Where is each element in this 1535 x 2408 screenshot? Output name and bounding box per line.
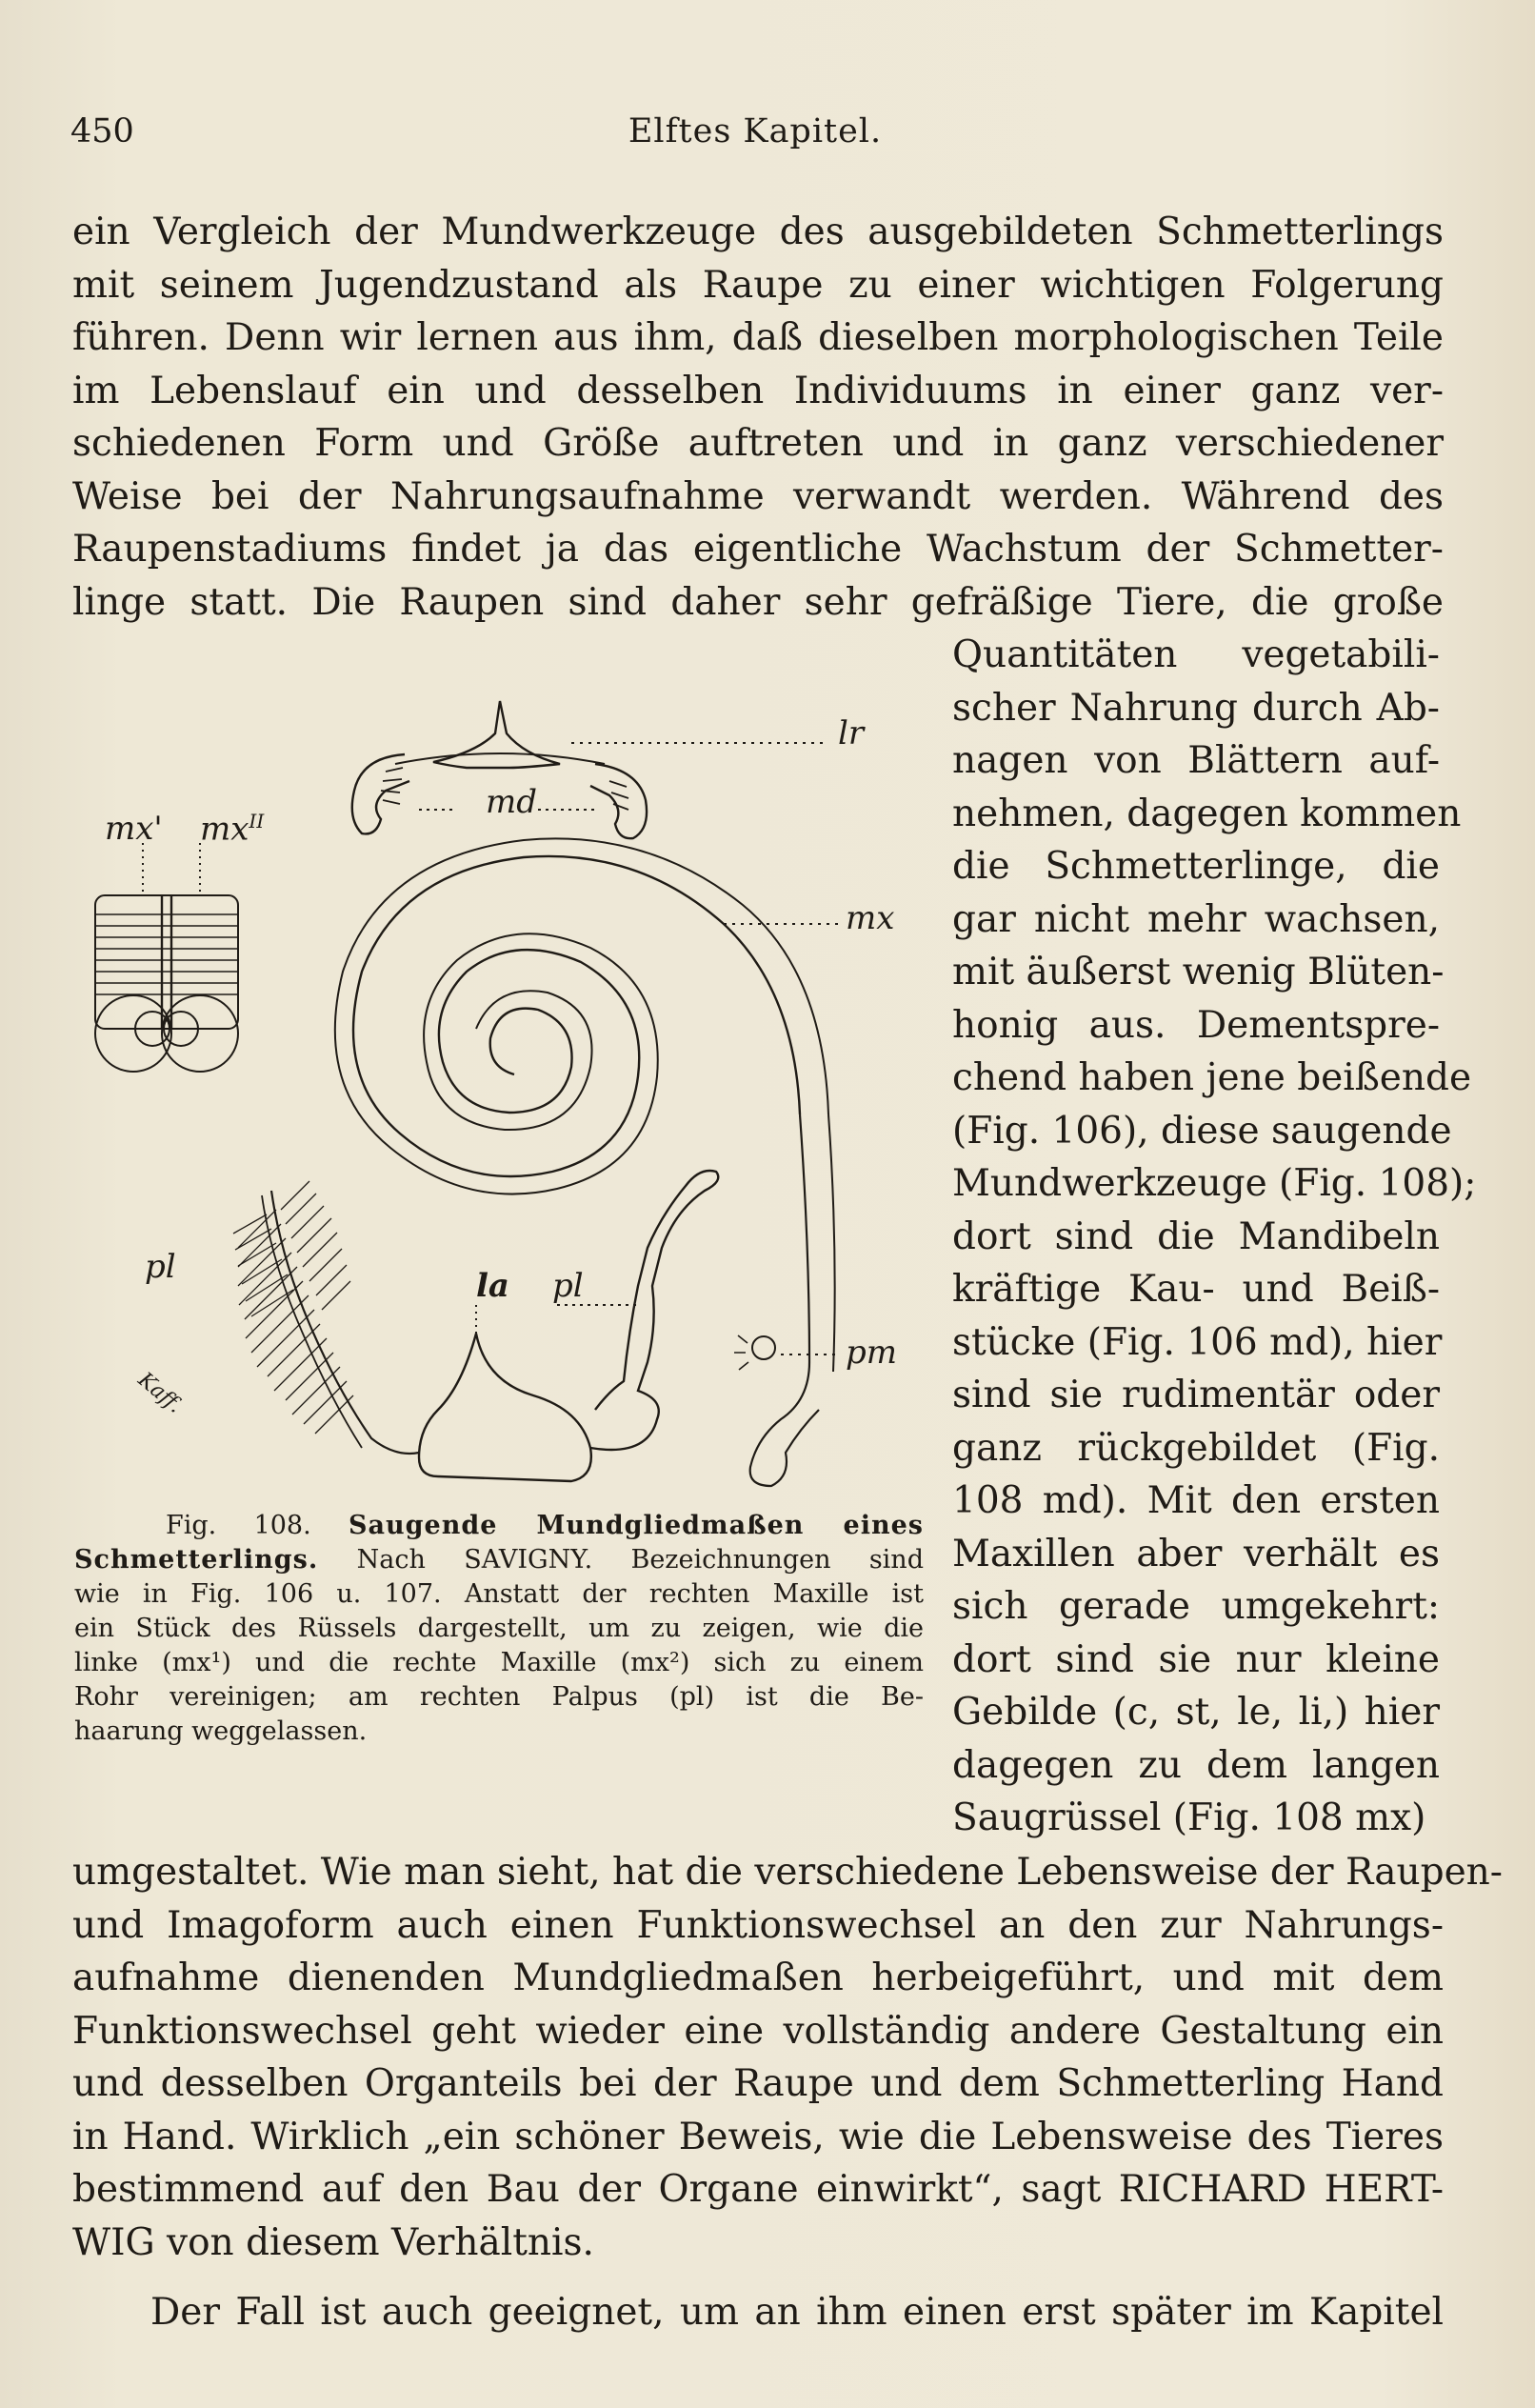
text-line: WIG von diesem Verhältnis. xyxy=(72,2220,594,2264)
text-line: Der Fall ist auch geeignet, um an ihm einen erst später im Kapitel xyxy=(150,2291,1444,2334)
figure-108 xyxy=(76,676,933,1515)
running-head: Elftes Kapitel. xyxy=(628,112,883,150)
text-line: und desselben Organteils bei der Raupe und dem Schmetterling Hand xyxy=(72,2062,1444,2105)
text-line: (Fig. 106), diese saugende xyxy=(952,1109,1452,1153)
paragraph-4 xyxy=(72,2286,1444,2339)
text-line: Weise bei der Nahrungsaufnahme verwandt werden. Während des xyxy=(72,474,1444,518)
side-column-text xyxy=(952,629,1477,1845)
text-line: 108 md). Mit den ersten xyxy=(952,1479,1440,1522)
text-line: aufnahme dienenden Mundgliedmaßen herbeigeführt, und mit dem xyxy=(72,1956,1444,1999)
text-line: die Schmetterlinge, die xyxy=(952,845,1440,888)
text-line: und Imagoform auch einen Funktionswechsel an den zur Nahrungs- xyxy=(72,1903,1444,1947)
text-line: in Hand. Wirklich „ein schöner Beweis, wie die Lebensweise des Tieres xyxy=(72,2115,1444,2158)
caption-line: ein Stück des Rüssels dargestellt, um zu zeigen, wie die xyxy=(74,1614,924,1643)
text-line: schiedenen Form und Größe auftreten und in ganz verschiedener xyxy=(72,422,1444,465)
caption-title-2: Schmetterlings. xyxy=(74,1545,319,1575)
label-pm: pm xyxy=(846,1334,898,1372)
text-line: Mundwerkzeuge (Fig. 108); xyxy=(952,1162,1477,1205)
label-mx2-text: mx xyxy=(200,810,249,849)
text-line: nagen von Blättern auf- xyxy=(952,739,1440,782)
text-line: führen. Denn wir lernen aus ihm, daß dieselben morphologischen Teile xyxy=(72,316,1444,359)
caption-line: linke (mx¹) und die rechte Maxille (mx²) sich zu einem xyxy=(74,1648,924,1677)
caption-line xyxy=(74,1509,924,1543)
caption-text: Nach SAVIGNY. Bezeichnungen sind xyxy=(356,1545,924,1575)
label-mx1: mx' xyxy=(105,810,163,848)
text-line: gar nicht mehr wachsen, xyxy=(952,897,1440,941)
text-line: kräftige Kau- und Beiß- xyxy=(952,1268,1440,1311)
label-mx2 xyxy=(200,810,264,848)
text-line: dort sind die Mandibeln xyxy=(952,1214,1440,1258)
text-line: Raupenstadiums findet ja das eigentliche Wachstum der Schmetter- xyxy=(72,528,1444,571)
text-line: Maxillen aber verhält es xyxy=(952,1532,1440,1575)
label-pl-right: pl xyxy=(552,1267,584,1305)
text-line: Gebilde (c, st, le, li,) hier xyxy=(952,1691,1440,1734)
caption-line xyxy=(74,1543,924,1577)
text-line: mit seinem Jugendzustand als Raupe zu einer wichtigen Folgerung xyxy=(72,263,1444,307)
caption-fig-number: Fig. 108. xyxy=(166,1511,311,1540)
caption-line: Rohr vereinigen; am rechten Palpus (pl) ist die Be- xyxy=(74,1682,924,1712)
text-line: chend haben jene beißende xyxy=(952,1056,1472,1099)
text-line: ein Vergleich der Mundwerkzeuge des ausgebildeten Schmetterlings xyxy=(72,211,1444,253)
text-line: honig aus. Dementspre- xyxy=(952,1003,1440,1047)
text-line: bestimmend auf den Bau der Organe einwirkt“, sagt RICHARD HERT- xyxy=(72,2168,1444,2211)
text-line: stücke (Fig. 106 md), hier xyxy=(952,1320,1443,1364)
caption-line: haarung weggelassen. xyxy=(74,1716,368,1746)
text-line: scher Nahrung durch Ab- xyxy=(952,686,1440,730)
figure-caption xyxy=(74,1509,924,1749)
text-line: nehmen, dagegen kommen xyxy=(952,792,1462,835)
text-line: sind sie rudimentär oder xyxy=(952,1374,1440,1416)
label-la: la xyxy=(476,1267,509,1305)
text-line: dort sind sie nur kleine xyxy=(952,1637,1440,1681)
text-line: linge statt. Die Raupen sind daher sehr gefräßige Tiere, die große xyxy=(72,580,1444,624)
page-header xyxy=(70,112,1440,160)
label-lr: lr xyxy=(838,714,865,752)
caption-title-1: Saugende Mundgliedmaßen eines xyxy=(349,1511,924,1540)
paragraph-1 xyxy=(72,206,1444,629)
text-line: mit äußerst wenig Blüten- xyxy=(952,951,1445,993)
label-mx2-sup: II xyxy=(249,810,265,833)
text-line: umgestaltet. Wie man sieht, hat die verschiedene Lebensweise der Raupen- xyxy=(72,1851,1503,1894)
text-line: ganz rückgebildet (Fig. xyxy=(952,1426,1440,1470)
label-mx: mx xyxy=(846,899,895,937)
text-line: im Lebenslauf ein und desselben Individuums in einer ganz ver- xyxy=(72,369,1444,412)
artist-signature: Kaff. xyxy=(133,1368,188,1418)
label-md: md xyxy=(486,783,538,821)
text-line: sich gerade umgekehrt: xyxy=(952,1585,1440,1628)
page-number: 450 xyxy=(70,112,134,150)
paragraph-3 xyxy=(72,1846,1503,2269)
text-line: Saugrüssel (Fig. 108 mx) xyxy=(952,1796,1426,1839)
text-line: dagegen zu dem langen xyxy=(952,1743,1440,1787)
caption-line: wie in Fig. 106 u. 107. Anstatt der rechten Maxille ist xyxy=(74,1579,924,1609)
label-pl-left: pl xyxy=(145,1248,176,1286)
text-line: Funktionswechsel geht wieder eine vollständig andere Gestaltung ein xyxy=(72,2009,1444,2053)
text-line: Quantitäten vegetabili- xyxy=(952,633,1440,676)
